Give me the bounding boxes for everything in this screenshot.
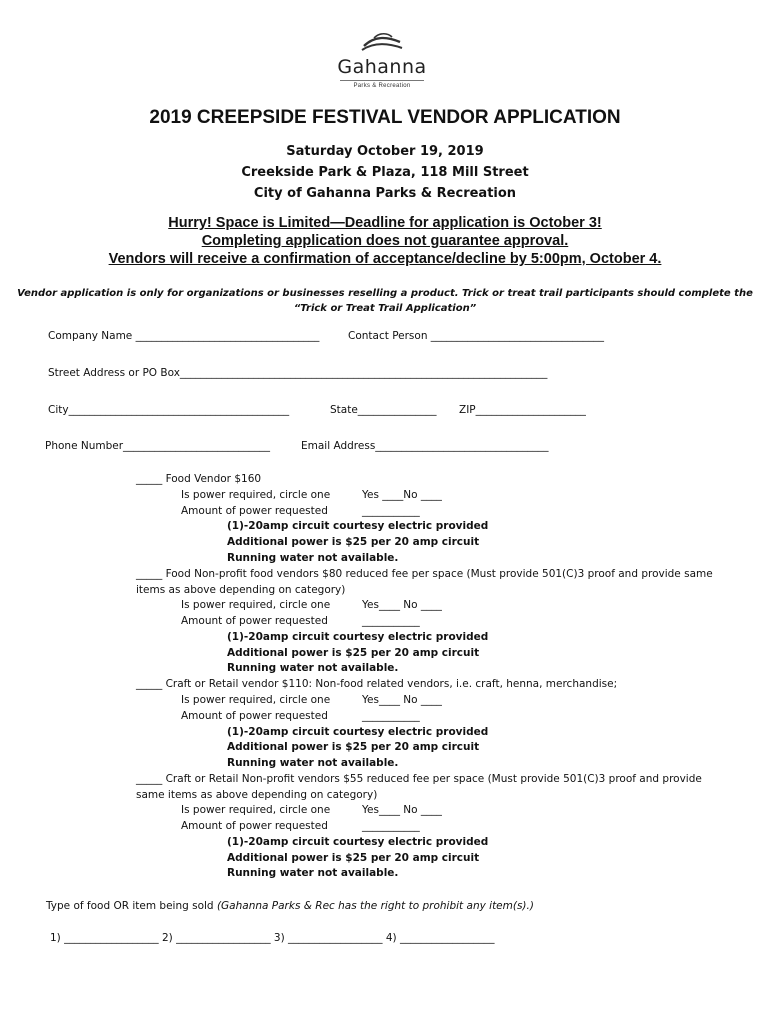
power-amount-label: Amount of power requested [181, 615, 328, 627]
power-question-label: Is power required, circle one [181, 489, 331, 501]
logo-name: Gahanna [337, 56, 427, 78]
note-no-water: Running water not available. [227, 867, 399, 879]
power-yes-no[interactable]: Yes____ No ____ [362, 804, 442, 816]
note-courtesy-electric: (1)-20amp circuit courtesy electric provided [227, 520, 489, 532]
city-field[interactable]: City__________________________________________ [48, 404, 290, 416]
email-address-field[interactable]: Email Address_________________________________ [301, 440, 549, 452]
note-courtesy-electric: (1)-20amp circuit courtesy electric provided [227, 836, 489, 848]
page-title: 2019 CREEPSIDE FESTIVAL VENDOR APPLICATION [149, 107, 621, 128]
confirmation-notice: Vendors will receive a confirmation of acceptance/decline by 5:00pm, October 4. [108, 251, 662, 267]
note-additional-power: Additional power is $25 per 20 amp circuit [227, 852, 480, 864]
power-question-label: Is power required, circle one [181, 599, 331, 611]
power-yes-no[interactable]: Yes ____No ____ [362, 489, 442, 501]
zip-field[interactable]: ZIP_____________________ [459, 404, 586, 416]
company-name-field[interactable]: Company Name ___________________________________ [48, 330, 320, 342]
craft-nonprofit-option-cont: same items as above depending on category) [136, 789, 378, 801]
craft-nonprofit-option[interactable]: _____ Craft or Retail Non-profit vendors $55 reduced fee per space (Must provide 501(C)3 proof and provide [136, 773, 702, 785]
power-amount-label: Amount of power requested [181, 820, 328, 832]
power-question-label: Is power required, circle one [181, 694, 331, 706]
food-type-label: Type of food OR item being sold [46, 900, 217, 912]
street-address-field[interactable]: Street Address or PO Box______________________________________________________________________ [48, 367, 548, 379]
power-yes-no[interactable]: Yes____ No ____ [362, 599, 442, 611]
power-amount-field[interactable]: ___________ [362, 710, 420, 722]
power-amount-field[interactable]: ___________ [362, 505, 420, 517]
note-courtesy-electric: (1)-20amp circuit courtesy electric provided [227, 631, 489, 643]
power-question-label: Is power required, circle one [181, 804, 331, 816]
intro-line-2: “Trick or Treat Trail Application” [293, 303, 477, 314]
gahanna-logo [322, 30, 442, 96]
power-amount-label: Amount of power requested [181, 710, 328, 722]
contact-person-field[interactable]: Contact Person _________________________________ [348, 330, 605, 342]
wave-logo-icon [360, 30, 404, 54]
note-additional-power: Additional power is $25 per 20 amp circuit [227, 536, 480, 548]
food-vendor-option[interactable]: _____ Food Vendor $160 [136, 473, 262, 485]
food-type-note: (Gahanna Parks & Rec has the right to prohibit any item(s).) [216, 900, 534, 912]
state-field[interactable]: State_______________ [330, 404, 437, 416]
power-amount-field[interactable]: ___________ [362, 820, 420, 832]
deadline-notice: Hurry! Space is Limited—Deadline for application is October 3! [168, 215, 602, 231]
power-yes-no[interactable]: Yes____ No ____ [362, 694, 442, 706]
power-amount-field[interactable]: ___________ [362, 615, 420, 627]
logo-subtitle: Parks & Recreation [353, 83, 411, 89]
power-amount-label: Amount of power requested [181, 505, 328, 517]
phone-number-field[interactable]: Phone Number____________________________ [45, 440, 271, 452]
logo-divider [340, 80, 424, 81]
approval-notice: Completing application does not guarantee approval. [201, 233, 569, 249]
intro-line-1: Vendor application is only for organizations or businesses reselling a product. Trick or treat trail participants should complete the [17, 288, 753, 299]
food-type-heading [46, 900, 534, 912]
food-nonprofit-option[interactable]: _____ Food Non-profit food vendors $80 reduced fee per space (Must provide 501(C)3 proof and provide same [136, 568, 713, 580]
note-additional-power: Additional power is $25 per 20 amp circuit [227, 741, 480, 753]
items-sold-fields[interactable]: 1) __________________ 2) __________________ 3) __________________ 4) __________________ [50, 932, 495, 944]
note-no-water: Running water not available. [227, 757, 399, 769]
note-courtesy-electric: (1)-20amp circuit courtesy electric provided [227, 726, 489, 738]
note-no-water: Running water not available. [227, 662, 399, 674]
craft-vendor-option[interactable]: _____ Craft or Retail vendor $110: Non-food related vendors, i.e. craft, henna, merchandise; [136, 678, 618, 690]
note-no-water: Running water not available. [227, 552, 399, 564]
event-organizer: City of Gahanna Parks & Recreation [253, 186, 517, 201]
event-location: Creekside Park & Plaza, 118 Mill Street [241, 165, 529, 180]
event-date: Saturday October 19, 2019 [286, 144, 484, 159]
food-nonprofit-option-cont: items as above depending on category) [136, 584, 346, 596]
note-additional-power: Additional power is $25 per 20 amp circuit [227, 647, 480, 659]
